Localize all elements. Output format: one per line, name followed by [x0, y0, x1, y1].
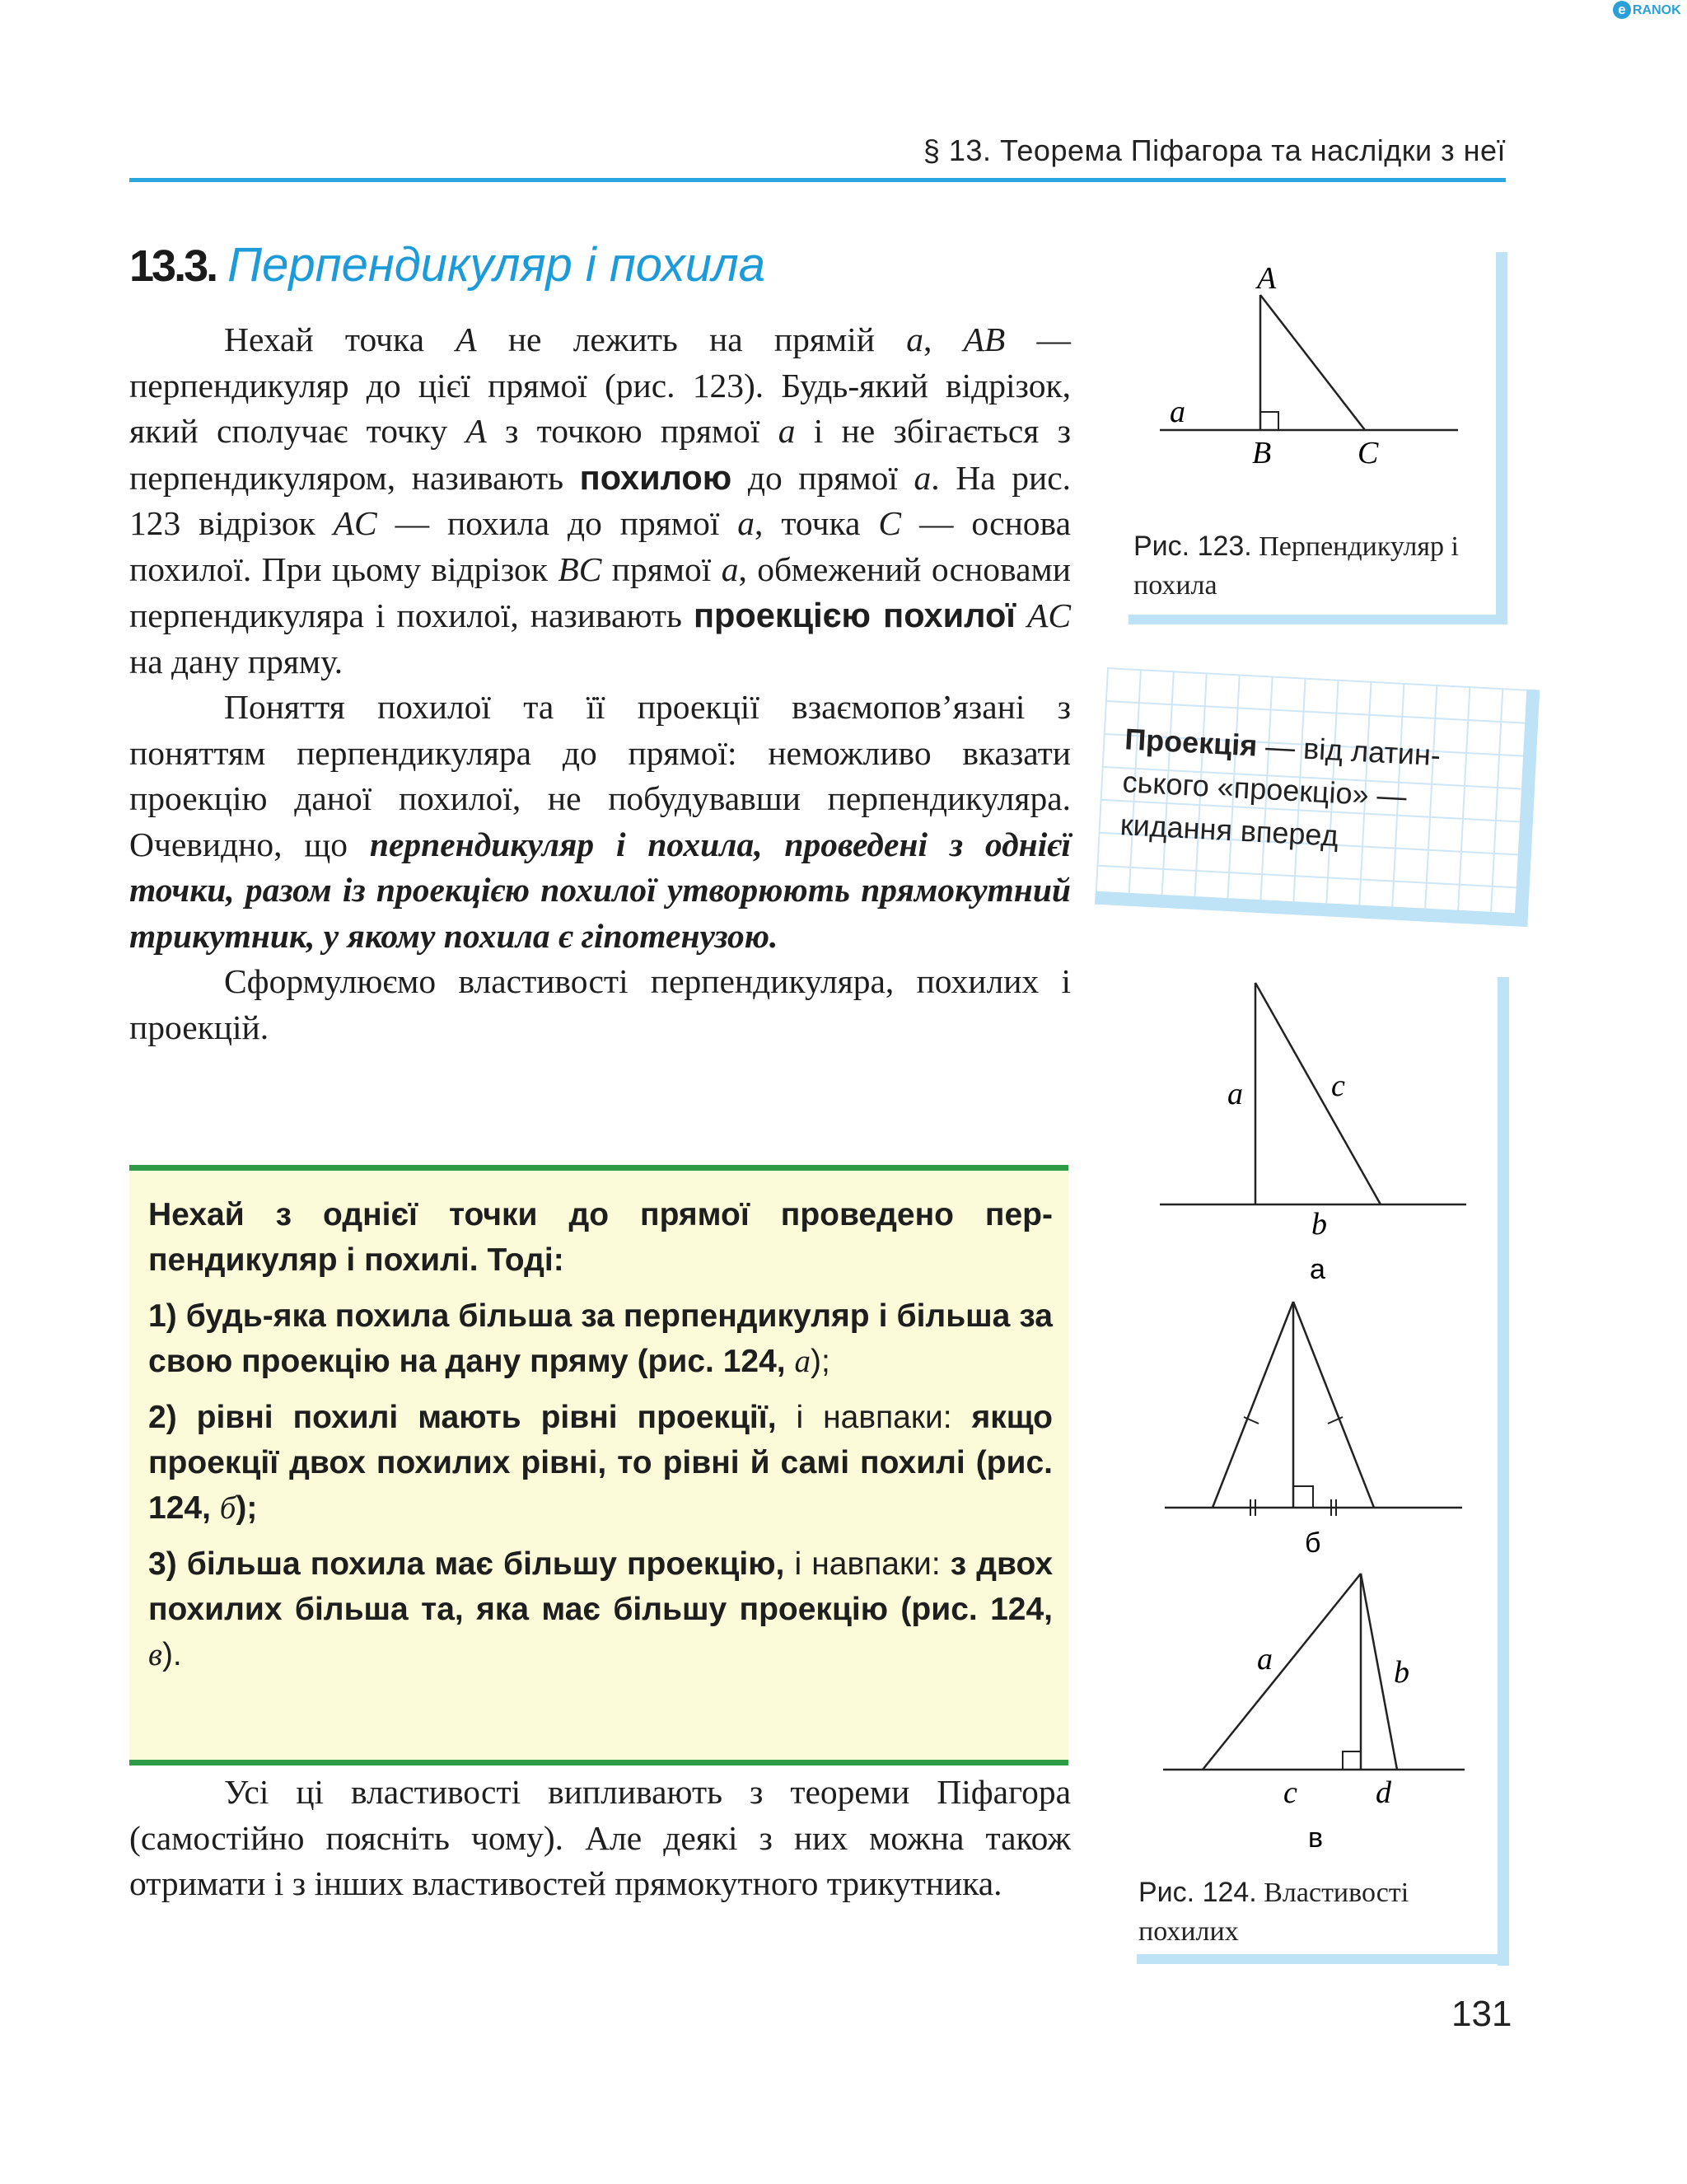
term-pokhyla: похилою — [579, 457, 732, 497]
rule-item-1: 1) будь-яка похила більша за перпендикуляр і більша за свою проекцію на дану пряму (рис. 124, а); — [148, 1298, 1053, 1379]
paragraph-1: Нехай точка A не лежить на прямій a, AB — перпендикуляр до цієї прямої (рис. 123). Будь-який відрізок, який сполучає точку A з точкою прямої a і не збігається з перпендикуляром, називають похилою до прямої a. На рис. 123 відрізок AC — похила до прямої a, точка C — основа похилої. При цьому відрізок BC прямої a, обмежений основами перпендикуляра і похилої, називають проекцією похилої AC на дану пряму. Поняття похилої та її проекції взаємопов’язані з поняттям перпендикуляра до прямої: неможливо вказати проекцію даної похилої, не побудувавши перпендикуляра. Очевидно, що перпендикуляр і похила, проведені з однієї точки, разом із проекцією похилої утворюють прямокутний трикутник, у якому похила є гіпотенузою. Сформулюємо властивості перпендикуляра, похилих і проекцій. — [129, 317, 1071, 1050]
section-title — [129, 237, 765, 292]
header-rule — [129, 178, 1506, 182]
figure-124 — [1145, 972, 1491, 1903]
fig123-shadow-bottom — [1129, 615, 1507, 624]
svg-text:a: a — [1257, 1642, 1273, 1677]
svg-text:c: c — [1331, 1069, 1345, 1103]
svg-text:b: b — [1394, 1655, 1409, 1690]
paragraph-3: Сформулюємо властивості перпендикуляра, похилих і проекцій. — [129, 962, 1071, 1046]
page-number: 131 — [1451, 1994, 1512, 2034]
svg-text:c: c — [1283, 1775, 1297, 1810]
key-statement: перпендикуляр і похила, проведені з однієї точки, разом із проекцією похилої утворюють прямокутний трикутник, у якому похила є гіпотенузою. — [129, 825, 1071, 955]
figure-124-c — [1163, 1574, 1465, 1854]
svg-text:а: а — [1310, 1254, 1325, 1285]
paragraph-2: Поняття похилої та її проекції взаємопов’язані з поняттям перпендикуляра до прямої: неможливо вказати проекцію даної похилої, не побудувавши перпендикуляра. Очевидно, що перпендикуляр і похила, проведені з однієї точки, разом із проекцією похилої утворюють прямокутний трикутник, у якому похила є гіпотенузою. — [129, 688, 1071, 955]
svg-text:a: a — [1170, 395, 1185, 429]
theorem-box — [129, 1165, 1068, 1765]
fig123-shadow-right — [1496, 252, 1507, 623]
figure-124-a — [1160, 983, 1466, 1285]
running-head: § 13. Теорема Піфагора та наслідки з неї — [923, 133, 1506, 167]
figure-124-b — [1165, 1302, 1462, 1559]
rule-intro: Нехай з однієї точки до прямої проведено перпендикуляр і похилі. Тоді: — [148, 1197, 1053, 1278]
note-text: — від латинського «проекціо» — кидання вперед — [1119, 728, 1442, 853]
figure-123 — [1145, 247, 1491, 478]
paragraph-4: Усі ці властивості випливають з теореми Піфагора (самостійно поясніть чому). Але деякі з них можна також отримати і з інших властивостей прямокутного трикутника. — [129, 1773, 1071, 1902]
svg-text:B: B — [1252, 436, 1272, 470]
section-number: 13.3. — [129, 241, 217, 291]
fig124-shadow-right — [1498, 977, 1509, 1966]
fig123-caption: Рис. 123. Перпендикуляр і похила — [1133, 531, 1459, 601]
svg-text:b: b — [1311, 1207, 1327, 1242]
svg-text:в: в — [1308, 1822, 1324, 1854]
term-proektsiia: проекцією похилої — [693, 596, 1016, 634]
section-name: Перпендикуляр і похила — [227, 238, 765, 292]
definition-note — [1095, 667, 1540, 927]
svg-text:C: C — [1358, 436, 1379, 470]
rule-item-2: 2) рівні похилі мають рівні проекції, і навпаки: якщо проекції двох похилих рівні, то рівні й самі похилі (рис. 124, б); — [148, 1400, 1053, 1526]
svg-text:A: A — [1257, 261, 1277, 296]
e-logo-icon: e — [1613, 1, 1631, 19]
rule-item-3: 3) більша похила має більшу проекцію, і навпаки: з двох похилих більша та, яка має більшу проекцію (рис. 124, в). — [148, 1546, 1054, 1672]
note-term: Проекція — [1124, 722, 1259, 763]
fig124-shadow-bottom — [1137, 1954, 1509, 1964]
publisher-logo: e RANOK — [1613, 0, 1687, 21]
fig124-caption: Рис. 124. Властивості похилих — [1138, 1877, 1409, 1947]
svg-text:d: d — [1376, 1775, 1391, 1810]
svg-text:a: a — [1227, 1077, 1243, 1111]
svg-text:б: б — [1305, 1527, 1321, 1559]
